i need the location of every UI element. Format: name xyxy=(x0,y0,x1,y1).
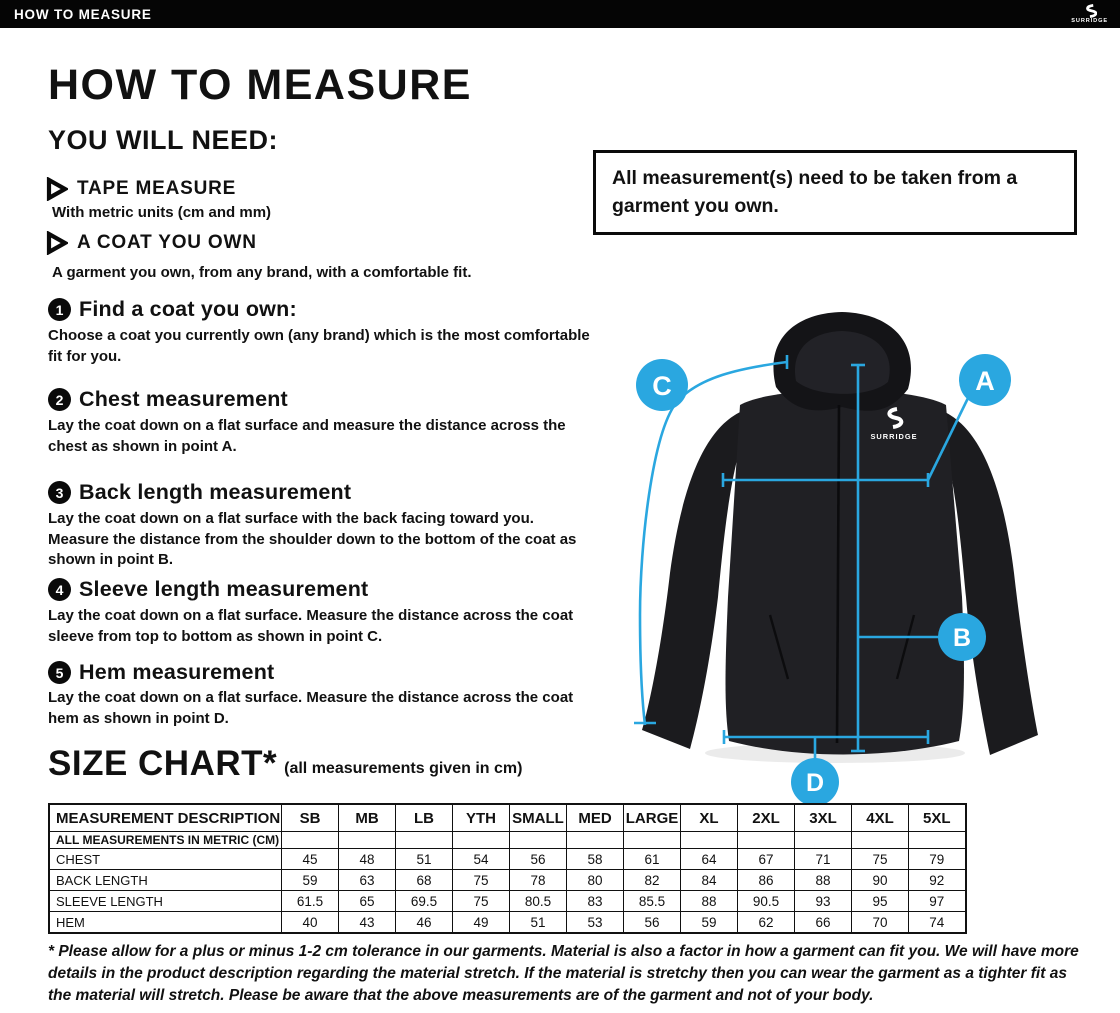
jacket-measurement-diagram xyxy=(590,285,1120,813)
requirement-title: A COAT YOU OWN xyxy=(77,232,257,253)
size-value-cell: 80 xyxy=(567,870,624,891)
table-row xyxy=(49,870,966,891)
size-value-cell: 61 xyxy=(624,849,681,870)
step-1-heading xyxy=(48,297,297,322)
size-value-cell: 95 xyxy=(852,891,909,912)
step-3-description: Lay the coat down on a flat surface with the back facing toward you. Measure the distance from the shoulder down to the bottom of the coat as shown in point B. xyxy=(48,510,577,569)
column-header: MB xyxy=(339,804,396,832)
step-2-description: Lay the coat down on a flat surface and measure the distance across the chest as shown in point A. xyxy=(48,417,566,455)
size-value-cell: 49 xyxy=(453,912,510,934)
size-value-cell: 56 xyxy=(510,849,567,870)
size-value-cell: 93 xyxy=(795,891,852,912)
column-header: 2XL xyxy=(738,804,795,832)
play-triangle-icon xyxy=(46,231,68,255)
size-value-cell: 90 xyxy=(852,870,909,891)
column-header: LB xyxy=(396,804,453,832)
callout-c-label: C xyxy=(652,371,672,401)
row-label: SLEEVE LENGTH xyxy=(49,891,282,912)
size-chart-subtitle: (all measurements given in cm) xyxy=(284,760,523,777)
play-triangle-icon xyxy=(46,177,68,201)
size-value-cell: 75 xyxy=(852,849,909,870)
step-number-badge: 2 xyxy=(48,388,71,411)
callout-d-label: D xyxy=(805,769,825,797)
size-value-cell: 66 xyxy=(795,912,852,934)
empty-cell xyxy=(852,832,909,849)
size-value-cell: 46 xyxy=(396,912,453,934)
table-row xyxy=(49,912,966,934)
callout-b-label: B xyxy=(952,624,972,652)
metric-note: ALL MEASUREMENTS IN METRIC (CM) xyxy=(49,832,282,849)
size-value-cell: 40 xyxy=(282,912,339,934)
column-header: MEASUREMENT DESCRIPTION xyxy=(49,804,282,832)
step-title: Chest measurement xyxy=(79,387,288,411)
column-header: 3XL xyxy=(795,804,852,832)
row-label: BACK LENGTH xyxy=(49,870,282,891)
surridge-logo-text: SURRIDGE xyxy=(1071,17,1108,24)
size-value-cell: 74 xyxy=(909,912,966,934)
surridge-s-icon xyxy=(1082,4,1097,18)
step-number-badge: 4 xyxy=(48,578,71,601)
step-2-heading xyxy=(48,387,288,412)
top-bar-title: HOW TO MEASURE xyxy=(14,6,152,22)
size-value-cell: 67 xyxy=(738,849,795,870)
you-will-need-heading: YOU WILL NEED: xyxy=(48,125,279,155)
size-value-cell: 51 xyxy=(396,849,453,870)
step-number-badge: 3 xyxy=(48,481,71,504)
size-chart-title: SIZE CHART* xyxy=(48,744,278,783)
size-value-cell: 86 xyxy=(738,870,795,891)
size-value-cell: 85.5 xyxy=(624,891,681,912)
jacket-logo-text: SURRIDGE xyxy=(870,432,918,441)
size-value-cell: 53 xyxy=(567,912,624,934)
size-value-cell: 61.5 xyxy=(282,891,339,912)
column-header: YTH xyxy=(453,804,510,832)
size-value-cell: 63 xyxy=(339,870,396,891)
callout-a-label: A xyxy=(975,366,995,396)
step-1-description: Choose a coat you currently own (any brand) which is the most comfortable fit for you. xyxy=(48,327,590,365)
size-value-cell: 45 xyxy=(282,849,339,870)
step-3-heading xyxy=(48,480,351,505)
column-header: SB xyxy=(282,804,339,832)
surridge-logo xyxy=(1071,4,1108,25)
table-row xyxy=(49,891,966,912)
measurement-notice-box: All measurement(s) need to be taken from a garment you own. xyxy=(593,150,1077,235)
page-title: HOW TO MEASURE xyxy=(48,61,472,109)
requirement-tape-measure xyxy=(46,177,236,201)
step-number-badge: 5 xyxy=(48,661,71,684)
size-value-cell: 97 xyxy=(909,891,966,912)
requirement-title: TAPE MEASURE xyxy=(77,178,237,199)
requirement-description: With metric units (cm and mm) xyxy=(52,204,272,221)
size-value-cell: 58 xyxy=(567,849,624,870)
size-value-cell: 71 xyxy=(795,849,852,870)
column-header: 5XL xyxy=(909,804,966,832)
size-value-cell: 59 xyxy=(681,912,738,934)
size-value-cell: 84 xyxy=(681,870,738,891)
column-header: MED xyxy=(567,804,624,832)
empty-cell xyxy=(909,832,966,849)
requirement-coat xyxy=(46,231,257,255)
size-value-cell: 65 xyxy=(339,891,396,912)
size-value-cell: 43 xyxy=(339,912,396,934)
empty-cell xyxy=(624,832,681,849)
step-number-badge: 1 xyxy=(48,298,71,321)
empty-cell xyxy=(453,832,510,849)
empty-cell xyxy=(738,832,795,849)
step-title: Back length measurement xyxy=(79,480,352,504)
size-value-cell: 82 xyxy=(624,870,681,891)
empty-cell xyxy=(567,832,624,849)
size-value-cell: 56 xyxy=(624,912,681,934)
size-value-cell: 64 xyxy=(681,849,738,870)
size-value-cell: 79 xyxy=(909,849,966,870)
step-title: Find a coat you own: xyxy=(79,297,297,321)
size-value-cell: 62 xyxy=(738,912,795,934)
step-5-description: Lay the coat down on a flat surface. Measure the distance across the coat hem as shown in point D. xyxy=(48,689,574,727)
size-value-cell: 68 xyxy=(396,870,453,891)
top-bar xyxy=(0,0,1120,28)
column-header: SMALL xyxy=(510,804,567,832)
size-value-cell: 69.5 xyxy=(396,891,453,912)
row-label: CHEST xyxy=(49,849,282,870)
size-value-cell: 78 xyxy=(510,870,567,891)
jacket-illustration xyxy=(590,285,1120,813)
size-value-cell: 48 xyxy=(339,849,396,870)
empty-cell xyxy=(396,832,453,849)
size-chart-table xyxy=(48,803,967,934)
size-value-cell: 90.5 xyxy=(738,891,795,912)
column-header: 4XL xyxy=(852,804,909,832)
size-value-cell: 75 xyxy=(453,870,510,891)
empty-cell xyxy=(510,832,567,849)
step-title: Hem measurement xyxy=(79,660,275,684)
empty-cell xyxy=(795,832,852,849)
step-title: Sleeve length measurement xyxy=(79,577,369,601)
column-header: LARGE xyxy=(624,804,681,832)
step-4-description: Lay the coat down on a flat surface. Measure the distance across the coat sleeve from top to bottom as shown in point C. xyxy=(48,607,574,645)
size-value-cell: 80.5 xyxy=(510,891,567,912)
empty-cell xyxy=(681,832,738,849)
step-5-heading xyxy=(48,660,274,685)
row-label: HEM xyxy=(49,912,282,934)
size-value-cell: 54 xyxy=(453,849,510,870)
size-value-cell: 83 xyxy=(567,891,624,912)
tolerance-footnote: * Please allow for a plus or minus 1-2 cm tolerance in our garments. Material is also a factor in how a garment can fit you. We will have more details in the product description regarding the material stretch. If the material is stretchy then you can wear the garment as a tighter fit as the material will stretch. Please be aware that the above measurements are of the garment and not of your body. xyxy=(48,943,1079,1005)
size-value-cell: 59 xyxy=(282,870,339,891)
empty-cell xyxy=(339,832,396,849)
requirement-description: A garment you own, from any brand, with a comfortable fit. xyxy=(52,264,472,281)
jacket-torso xyxy=(726,390,964,755)
size-value-cell: 88 xyxy=(795,870,852,891)
size-value-cell: 70 xyxy=(852,912,909,934)
size-value-cell: 92 xyxy=(909,870,966,891)
size-value-cell: 75 xyxy=(453,891,510,912)
column-header: XL xyxy=(681,804,738,832)
step-4-heading xyxy=(48,577,368,602)
size-value-cell: 88 xyxy=(681,891,738,912)
size-value-cell: 51 xyxy=(510,912,567,934)
table-row xyxy=(49,849,966,870)
size-chart-heading xyxy=(48,746,522,781)
empty-cell xyxy=(282,832,339,849)
